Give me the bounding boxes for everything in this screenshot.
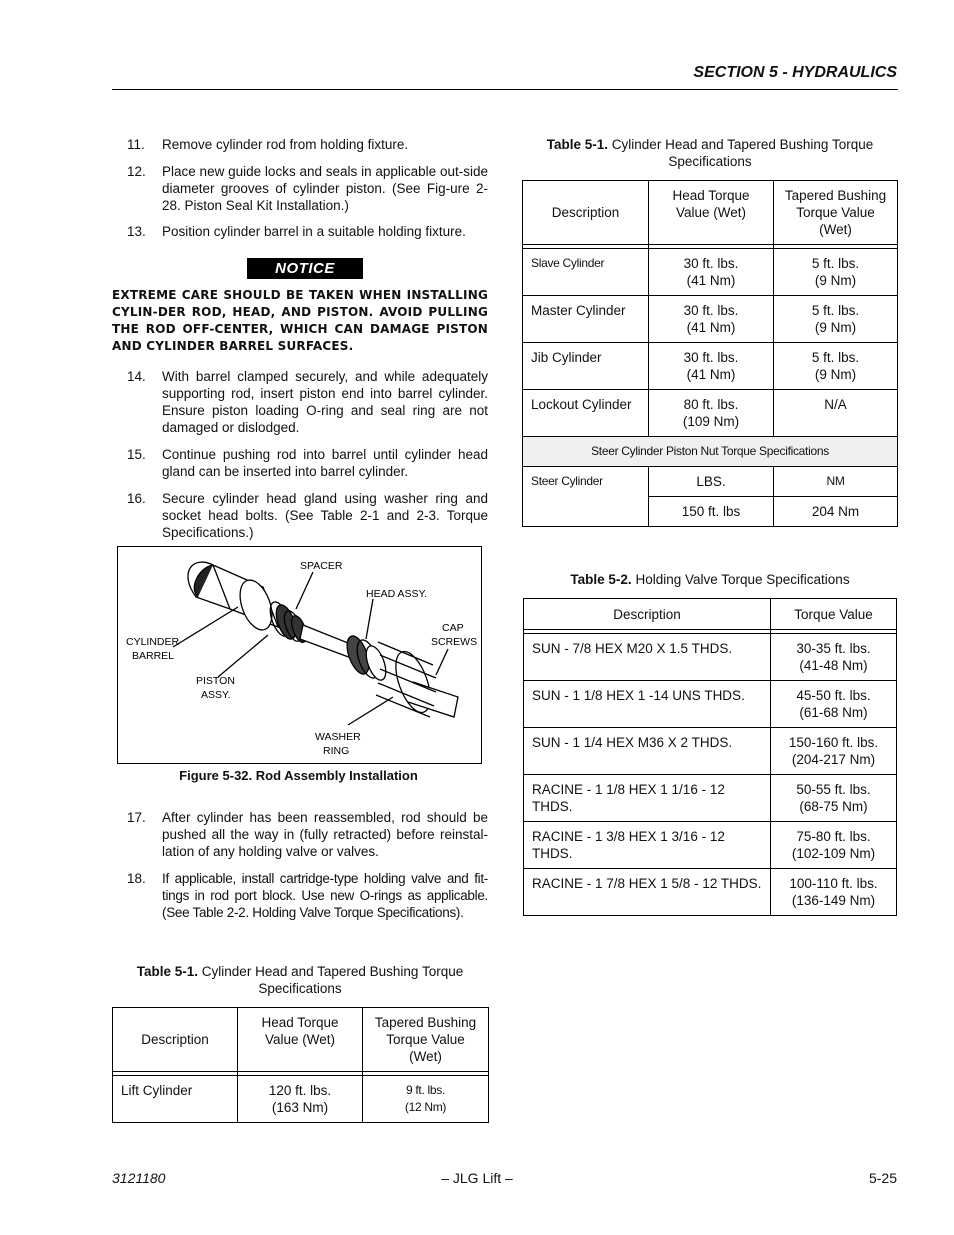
label-cylinder: CYLINDER	[126, 636, 180, 648]
table-row: RACINE - 1 1/8 HEX 1 1/16 - 12 THDS. 50-55 ft. lbs. (68-75 Nm)	[524, 775, 897, 822]
footer-doc-number: 3121180	[112, 1170, 166, 1186]
table-right2-caption: Table 5-2. Holding Valve Torque Specifications	[570, 572, 850, 587]
table-row: RACINE - 1 7/8 HEX 1 5/8 - 12 THDS. 100-110 ft. lbs. (136-149 Nm)	[524, 869, 897, 916]
steer-value-nm: 204 Nm	[774, 497, 898, 527]
step-13: 13. Position cylinder barrel in a suitable holding fixture.	[127, 224, 466, 239]
steer-value-lbs: 150 ft. lbs	[649, 497, 774, 527]
table-row: RACINE - 1 3/8 HEX 1 3/16 - 12 THDS. 75-80 ft. lbs. (102-109 Nm)	[524, 822, 897, 869]
notice-text: EXTREME CARE SHOULD BE TAKEN WHEN INSTALLING CYLIN-DER ROD, HEAD, AND PISTON. AVOID PULLING THE ROD OFF-CENTER, WHICH CAN DAMAGE PISTON AND CYLINDER BARREL SURFACES.	[112, 288, 488, 353]
step-17: 17. After cylinder has been reassembled, rod should be pushed all the way in (fully retracted) before reinstal-lation of any holding valve or valves.	[127, 810, 488, 859]
footer-page-number: 5-25	[868, 1170, 897, 1186]
table-row: SUN - 1 1/8 HEX 1 -14 UNS THDS. 45-50 ft. lbs. (61-68 Nm)	[524, 681, 897, 728]
col-torque-value: Torque Value	[771, 599, 897, 630]
label-cap: CAP	[442, 622, 464, 634]
table-row: Lockout Cylinder 80 ft. lbs. (109 Nm) N/A	[523, 390, 898, 437]
table-row: Lift Cylinder 120 ft. lbs. (163 Nm) 9 ft. lbs. (12 Nm)	[113, 1076, 489, 1123]
label-ring: RING	[323, 745, 350, 757]
table-right2	[523, 598, 897, 916]
col-head-torque: Head Torque Value (Wet)	[238, 1008, 363, 1072]
steer-unit-nm: NM	[774, 467, 898, 497]
label-screws: SCREWS	[431, 636, 478, 648]
rod-assembly-illustration	[118, 547, 481, 763]
table-right1	[522, 180, 898, 527]
step-12: 12. Place new guide locks and seals in applicable out-side diameter grooves of cylinder piston. (See Fig-ure 2-28. Piston Seal Kit Installation.)	[127, 164, 488, 213]
label-washer: WASHER	[315, 731, 361, 743]
steer-section-title: Steer Cylinder Piston Nut Torque Specifications	[523, 437, 898, 467]
header-rule	[112, 89, 898, 90]
table-left-caption: Table 5-1. Cylinder Head and Tapered Bushing Torque Specifications	[136, 964, 464, 996]
col-bushing-torque: Tapered Bushing Torque Value (Wet)	[363, 1008, 489, 1072]
table-row: SUN - 1 1/4 HEX M36 X 2 THDS. 150-160 ft. lbs. (204-217 Nm)	[524, 728, 897, 775]
notice-label: NOTICE	[247, 258, 363, 279]
table-row: Master Cylinder 30 ft. lbs. (41 Nm) 5 ft. lbs. (9 Nm)	[523, 296, 898, 343]
steer-cylinder-label: Steer Cylinder	[523, 467, 649, 527]
step-16: 16. Secure cylinder head gland using washer ring and socket head bolts. (See Table 2-1 and 2-3. Torque Specifications.)	[127, 491, 488, 540]
col-description: Description	[524, 599, 771, 630]
step-14: 14. With barrel clamped securely, and while adequately supporting rod, insert piston end into barrel cylinder. Ensure piston loading O-ring and seal ring are not damaged or dislodged.	[127, 369, 488, 435]
table-row: SUN - 7/8 HEX M20 X 1.5 THDS. 30-35 ft. lbs. (41-48 Nm)	[524, 634, 897, 681]
step-11: 11. Remove cylinder rod from holding fixture.	[127, 137, 409, 152]
table-right1-caption: Table 5-1. Cylinder Head and Tapered Bushing Torque Specifications	[546, 137, 874, 169]
col-bushing-torque: Tapered Bushing Torque Value (Wet)	[774, 181, 898, 245]
col-head-torque: Head Torque Value (Wet)	[649, 181, 774, 245]
figure-caption: Figure 5-32. Rod Assembly Installation	[179, 768, 418, 783]
col-description: Description	[113, 1008, 238, 1072]
label-piston-assy: ASSY.	[201, 689, 231, 701]
table-left	[112, 1007, 489, 1123]
label-head-assy: HEAD ASSY.	[366, 588, 428, 600]
label-spacer: SPACER	[300, 560, 343, 572]
step-18: 18. If applicable, install cartridge-type holding valve and fit-tings in rod port block. Use new O-rings as applicable. (See Table 2-2. Holding Valve Torque Specifications).	[127, 871, 488, 920]
steer-unit-lbs: LBS.	[649, 467, 774, 497]
step-15: 15. Continue pushing rod into barrel until cylinder head gland can be inserted into barrel cylinder.	[127, 447, 488, 479]
rod-assembly-figure	[117, 546, 482, 764]
section-title: SECTION 5 - HYDRAULICS	[693, 64, 897, 81]
table-row: Slave Cylinder 30 ft. lbs. (41 Nm) 5 ft. lbs. (9 Nm)	[523, 249, 898, 296]
table-row: Jib Cylinder 30 ft. lbs. (41 Nm) 5 ft. lbs. (9 Nm)	[523, 343, 898, 390]
col-description: Description	[523, 181, 649, 245]
label-barrel: BARREL	[132, 650, 175, 662]
label-piston: PISTON	[196, 675, 235, 687]
footer-brand: – JLG Lift –	[441, 1170, 513, 1186]
